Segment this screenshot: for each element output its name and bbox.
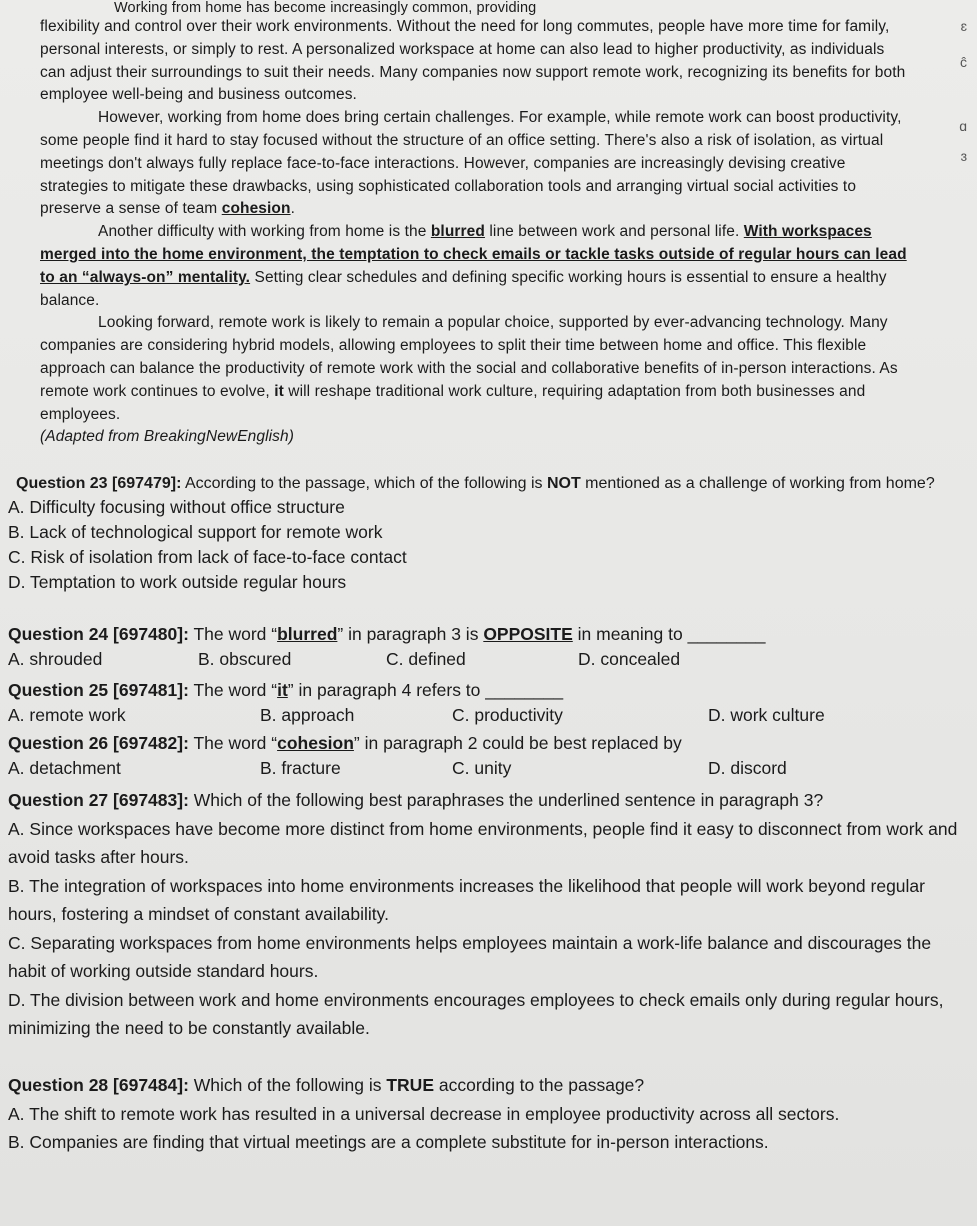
q27-option-d[interactable]: D. The division between work and home environments encourages employees to check emails only during regular hours, minimizing the need to be constantly available. [8,989,944,1038]
q23-option-b[interactable]: B. Lack of technological support for remote work [8,522,383,542]
paragraph-2: However, working from home does bring certain challenges. For example, while remote work can boost productivity, some people find it hard to stay focused without the structure of an office setting. There's also a risk of isolation, as virtual meetings don't always fully replace face-to-face interactions. However, companies are increasingly devising creative strategies to mitigate these drawbacks, using sophisticated collaboration tools and arranging virtual social activities to preserve a sense of team cohesion. [40,109,902,218]
source-citation: (Adapted from BreakingNewEnglish) [40,428,295,446]
paragraph-4: Looking forward, remote work is likely to remain a popular choice, supported by ever-advancing technology. Many companies are considering hybrid models, allowing employees to split their time between home and office. This flexible approach can balance the productivity of remote work with the social and collaborative benefits of in-person interactions. As remote work continues to evolve, it will reshape traditional work culture, requiring adaptation from both businesses and employees. [40,314,898,423]
q23-option-d[interactable]: D. Temptation to work outside regular hours [8,572,347,592]
q26-option-b[interactable]: B. fracture [260,758,341,778]
paragraph-1-top: Working from home has become increasingly common, providing [114,0,537,16]
paragraph-3: Another difficulty with working from home is the blurred line between work and personal life. With workspaces merged into the home environment, the temptation to check emails or tackle tasks outside of regular hours can lead to an “always-on” mentality. Setting clear schedules and defining specific working hours is essential to ensure a healthy balance. [40,223,907,309]
q26-option-a[interactable]: A. detachment [8,758,121,778]
q27-option-c[interactable]: C. Separating workspaces from home environments helps employees maintain a work-life balance and discourages the habit of working outside standard hours. [8,932,932,981]
q25-option-b[interactable]: B. approach [260,705,355,725]
reading-passage [40,0,910,449]
q24-option-d[interactable]: D. concealed [578,649,681,669]
q23-option-a[interactable]: A. Difficulty focusing without office structure [8,497,345,517]
question-28: Question 28 [697484]: Which of the following is TRUE according to the passage? A. The shift to remote work has resulted in a universal decrease in employee productivity across all sectors. B. Companies are finding that virtual meetings are a complete substitute for in-person interactions. [8,1071,968,1157]
word-cohesion: cohesion [221,200,291,218]
q27-option-a[interactable]: A. Since workspaces have become more distinct from home environments, people find it easy to disconnect from work and avoid tasks after hours. [8,818,958,867]
underlined-sentence: With workspaces merged into the home environment, the temptation to check emails or tackle tasks outside of regular hours can lead to an “always-on” mentality. [40,223,907,286]
q24-option-c[interactable]: C. defined [386,649,466,669]
question-25: Question 25 [697481]: The word “it” in paragraph 4 refers to ________ A. remote work B. approach C. productivity D. work culture [8,678,968,728]
word-it: it [274,382,284,400]
question-26: Question 26 [697482]: The word “cohesion” in paragraph 2 could be best replaced by A. detachment B. fracture C. unity D. discord [8,731,968,781]
page-edge-marks: ɛ ĉ ɑ ɜ [959,18,967,164]
q26-option-d[interactable]: D. discord [708,758,787,778]
q26-option-c[interactable]: C. unity [452,758,512,778]
q27-option-b[interactable]: B. The integration of workspaces into home environments increases the likelihood that people will work beyond regular hours, fostering a mindset of constant availability. [8,875,925,924]
q25-option-d[interactable]: D. work culture [708,705,825,725]
question-23: Question 23 [697479]: According to the passage, which of the following is NOT mentioned as a challenge of working from home? A. Difficulty focusing without office structure B. Lack of technological support for remote work C. Risk of isolation from lack of face-to-face contact D. Temptation to work outside regular hours [8,472,968,595]
q28-option-b[interactable]: B. Companies are finding that virtual meetings are a complete substitute for in-person interactions. [8,1132,769,1152]
q23-option-c[interactable]: C. Risk of isolation from lack of face-to-face contact [8,547,407,567]
q25-option-c[interactable]: C. productivity [452,705,563,725]
q25-option-a[interactable]: A. remote work [8,705,126,725]
q28-option-a[interactable]: A. The shift to remote work has resulted in a universal decrease in employee productivity across all sectors. [8,1103,840,1124]
q24-option-b[interactable]: B. obscured [198,649,292,669]
q24-option-a[interactable]: A. shrouded [8,649,103,669]
question-27: Question 27 [697483]: Which of the following best paraphrases the underlined sentence in paragraph 3? A. Since workspaces have become more distinct from home environments, people find it easy to disconnect from work and avoid tasks after hours. B. The integration of workspaces into home environments increases the likelihood that people will work beyond regular hours, fostering a mindset of constant availability. C. Separating workspaces from home environments helps employees maintain a work-life balance and discourages the habit of working outside standard hours. D. The division between work and home environments encourages employees to check emails only during regular hours, minimizing the need to be constantly available. [8,786,968,1043]
paragraph-1: flexibility and control over their work environments. Without the need for long commutes, people have more time for family, personal interests, or simply to rest. A personalized workspace at home can also lead to higher productivity, as individuals can adjust their surroundings to suit their needs. Many companies now support remote work, recognizing its benefits for both employee well-being and business outcomes. [40,18,906,104]
question-24: Question 24 [697480]: The word “blurred” in paragraph 3 is OPPOSITE in meaning to ________ A. shrouded B. obscured C. defined D. concealed [8,622,968,672]
word-blurred: blurred [430,223,485,241]
